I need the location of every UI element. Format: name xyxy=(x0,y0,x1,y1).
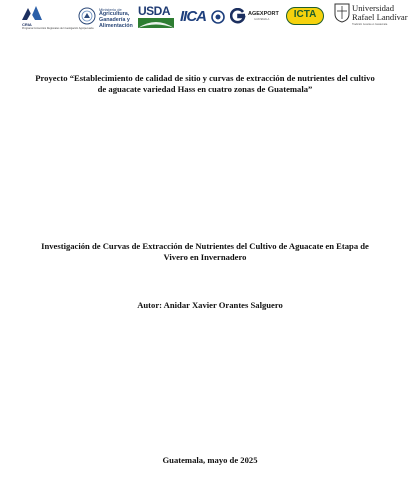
university-crest-icon xyxy=(334,3,350,23)
agexport-logo-subtext: GUATEMALA xyxy=(254,18,270,21)
cria-mark-icon xyxy=(22,4,44,20)
place-date: Guatemala, mayo de 2025 xyxy=(162,455,258,465)
icta-logo xyxy=(286,7,326,25)
guatemala-seal-icon xyxy=(78,7,96,25)
url-logo-line2: Rafael Landívar xyxy=(352,12,408,22)
iica-globe-icon xyxy=(211,10,225,24)
iica-logo-text: IICA xyxy=(180,8,206,25)
maga-logo-agricultura: Agricultura, xyxy=(99,11,130,17)
maga-logo-ganaderia: Ganadería y xyxy=(99,16,130,23)
agexport-logo xyxy=(230,6,282,30)
cria-logo-text: CRIA xyxy=(22,22,32,27)
author-line: Autor: Anidar Xavier Orantes Salguero xyxy=(137,300,283,310)
maga-logo-line1: Ministerio de xyxy=(99,7,122,12)
usda-logo xyxy=(138,4,174,28)
maga-logo-line2 xyxy=(99,12,133,29)
cria-logo-subtext: Programa Consorcios Regionales de Investigación Agropecuaria xyxy=(22,27,94,30)
url-logo-line1: Universidad xyxy=(352,3,395,13)
maga-logo xyxy=(78,6,134,30)
project-title: Proyecto “Establecimiento de calidad de sitio y curvas de extracción de nutrientes del cultivo de aguacate variedad Hass en cuatro zonas de Guatemala” xyxy=(35,73,375,94)
url-logo-subtext: Tradición Jesuita en Guatemala xyxy=(352,23,388,26)
url-logo xyxy=(334,3,408,29)
icta-logo-text: ICTA xyxy=(293,9,317,20)
usda-field-icon xyxy=(138,18,174,28)
logo-strip xyxy=(0,0,410,34)
maga-logo-alimentacion: Alimentación xyxy=(99,22,133,29)
iica-logo xyxy=(180,8,226,28)
investigation-title: Investigación de Curvas de Extracción de Nutrientes del Cultivo de Aguacate en Etapa de Vivero en Invernadero xyxy=(41,241,369,262)
usda-logo-text: USDA xyxy=(138,4,171,18)
agexport-g-icon xyxy=(230,8,246,24)
agexport-logo-text: AGEXPORT xyxy=(248,11,279,17)
cria-logo xyxy=(22,4,94,32)
